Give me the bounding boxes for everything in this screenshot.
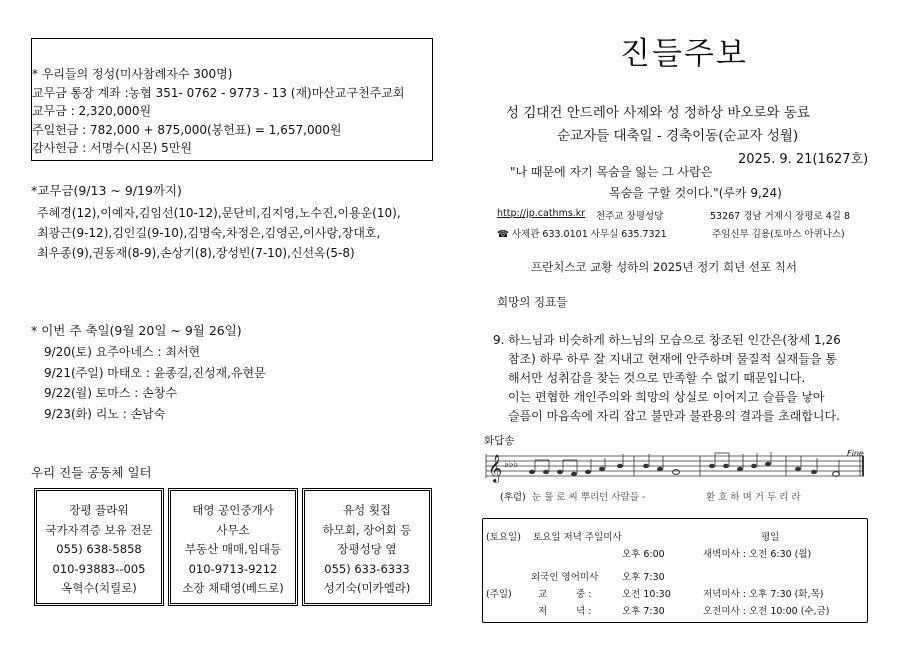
card-owner: 성기숙(미카엘라)	[323, 581, 411, 595]
saturday-label: (토요일)	[486, 532, 521, 543]
card-mobile: 010-9713-9212	[188, 561, 278, 576]
feast-subtitle-1: 성 김대건 안드레아 사제와 성 정하상 바오로와 동료	[506, 105, 810, 121]
church-phones: ☎ 사제관 633.0101 사무실 635.7321	[497, 229, 667, 240]
community-title: 우리 진들 공동체 일터	[31, 465, 152, 480]
gospel-quote-2: 목숨을 구할 것이다."(루카 9,24)	[609, 186, 782, 200]
issue-date: 2025. 9. 21(1627호)	[738, 152, 869, 167]
psalm-lyric-2: 환 호 하 며 거 두 리 라	[706, 492, 801, 503]
pastor-name: 주임신부 김용(토마스 아퀴나스)	[712, 229, 845, 240]
sunday-evening-label-1: 저	[538, 606, 548, 617]
paragraph-line: 9. 하느님과 비슷하게 하느님의 모습으로 창조된 인간은(창세 1,26	[493, 333, 841, 347]
offering-thanks: 감사헌금 : 서명수(시몬) 5만원	[32, 141, 192, 155]
paragraph-line: 슬픔이 마음속에 자리 잡고 불만과 불관용의 결과를 초래합니다.	[508, 409, 840, 423]
paragraph-line: 이는 편협한 개인주의와 희망의 상실로 이어지고 슬픔을 낳아	[508, 390, 825, 404]
offering-account: 교무금 통장 계좌 :농협 351- 0762 - 9773 - 13 (재)마산교구천주교회	[32, 85, 405, 100]
psalm-lyric-1: 눈 물 로 씨 뿌리던 사람들 -	[532, 492, 646, 503]
psalm-fine: Fine	[847, 449, 864, 458]
evening-mass: 저녁미사 : 오후 7:30 (화,목)	[703, 589, 824, 600]
card-phone: 055) 638-5858	[56, 542, 142, 556]
psalm-refrain-tag: (후렴)	[500, 492, 526, 503]
english-mass-time: 오후 7:30	[622, 572, 665, 583]
children-mass-label-2: 중 :	[576, 589, 592, 600]
business-card-realty	[168, 488, 298, 606]
saturday-mass-time: 오후 6:00	[622, 549, 665, 560]
feast-subtitle-2: 순교자들 대축일 - 경축이동(순교자 성월)	[557, 128, 799, 144]
children-mass-time: 오전 10:30	[622, 589, 671, 600]
english-mass: 외국인 영어미사	[531, 572, 599, 583]
page-title: 진들주보	[620, 36, 748, 72]
card-detail: 부동산 매매,임대등	[184, 542, 282, 556]
business-card-flower	[34, 488, 164, 606]
sunday-evening-label-2: 녁 :	[576, 606, 592, 617]
card-detail: 사무소	[216, 522, 250, 537]
card-detail: 국가자격증 보유 전문	[45, 522, 153, 537]
church-address: 53267 경남 거제시 장평로 4길 8	[710, 211, 851, 222]
paragraph-line: 해서만 성취감을 찾는 것으로 만족할 수 없기 때문입니다.	[508, 371, 806, 385]
offering-box	[31, 38, 433, 161]
treble-clef-icon: 𝄞	[488, 454, 503, 482]
feast-item: 9/23(화) 리노 : 손남숙	[44, 406, 166, 421]
card-owner: 소장 채태영(베드로)	[182, 581, 284, 595]
card-name: 장평 플라워	[69, 503, 129, 517]
message-paragraph	[493, 331, 841, 426]
sunday-label: (주일)	[486, 589, 512, 600]
message-heading: 프란치스코 교황 성하의 2025년 정기 희년 선포 칙서	[531, 260, 797, 274]
offering-title: * 우리들의 정성(미사참례자수 300명)	[32, 67, 233, 81]
card-mobile: 010-93883--005	[52, 561, 146, 576]
church-name: 천주교 장평성당	[596, 211, 664, 222]
offering-sunday: 주일헌금 : 782,000 + 875,000(봉헌표) = 1,657,000원	[32, 122, 342, 137]
gospel-quote-1: "나 때문에 자기 목숨을 잃는 그 사람은	[510, 165, 713, 179]
feast-item: 9/20(토) 요주아네스 : 최서현	[44, 345, 201, 359]
feasts-list	[44, 342, 266, 424]
saturday-mass-title: 토요일 저녁 주일미사	[533, 532, 622, 543]
card-name: 태영 공인중개사	[192, 503, 274, 517]
children-mass-label-1: 교	[538, 589, 548, 600]
feast-item: 9/22(월) 토마스 : 손창수	[44, 386, 177, 400]
card-location: 장평성당 옆	[337, 542, 397, 556]
feast-item: 9/21(주일) 마태오 : 윤종길,진성재,유현문	[44, 365, 266, 380]
kyomu-names	[37, 203, 401, 263]
weekday-title: 평일	[761, 532, 780, 543]
card-owner: 옥혁수(치릴로)	[61, 581, 137, 595]
card-phone: 055) 633-6333	[324, 561, 410, 576]
flat-sign-icon: ♭♭♭	[504, 459, 519, 470]
dawn-mass: 새벽미사 : 오전 6:30 (월)	[703, 549, 812, 560]
morning-mass: 오전미사 : 오전 10:00 (수,금)	[703, 606, 830, 617]
feasts-title: * 이번 주 축일(9월 20일 ~ 9월 26일)	[31, 323, 242, 338]
kyomu-title: *교무금(9/13 ~ 9/19까지)	[31, 183, 182, 198]
card-detail: 하모회, 장어회 등	[322, 522, 412, 537]
website-link[interactable]: http://jp.cathms.kr	[497, 208, 586, 219]
kyomu-line: 최우종(9),권동재(8-9),손상기(8),장성빈(7-10),신선옥(5-8)	[37, 246, 355, 260]
kyomu-line: 주혜경(12),이예자,김임선(10-12),문단비,김지영,노수진,이용운(10),	[37, 206, 401, 220]
section-title: 희망의 징표들	[497, 295, 568, 309]
paragraph-line: 참조) 하루 하루 잘 지내고 현재에 안주하며 물질적 실재들을 통	[508, 352, 837, 366]
psalm-label: 화답송	[484, 435, 515, 447]
business-card-restaurant	[302, 488, 432, 606]
sunday-evening-time: 오후 7:30	[622, 606, 665, 617]
card-name: 유성 횟집	[342, 503, 392, 517]
kyomu-line: 최광근(9-12),김인길(9-10),김명숙,차정은,김영곤,이사랑,장대호,	[37, 226, 381, 240]
offering-kyomu: 교무금 : 2,320,000원	[32, 104, 152, 118]
